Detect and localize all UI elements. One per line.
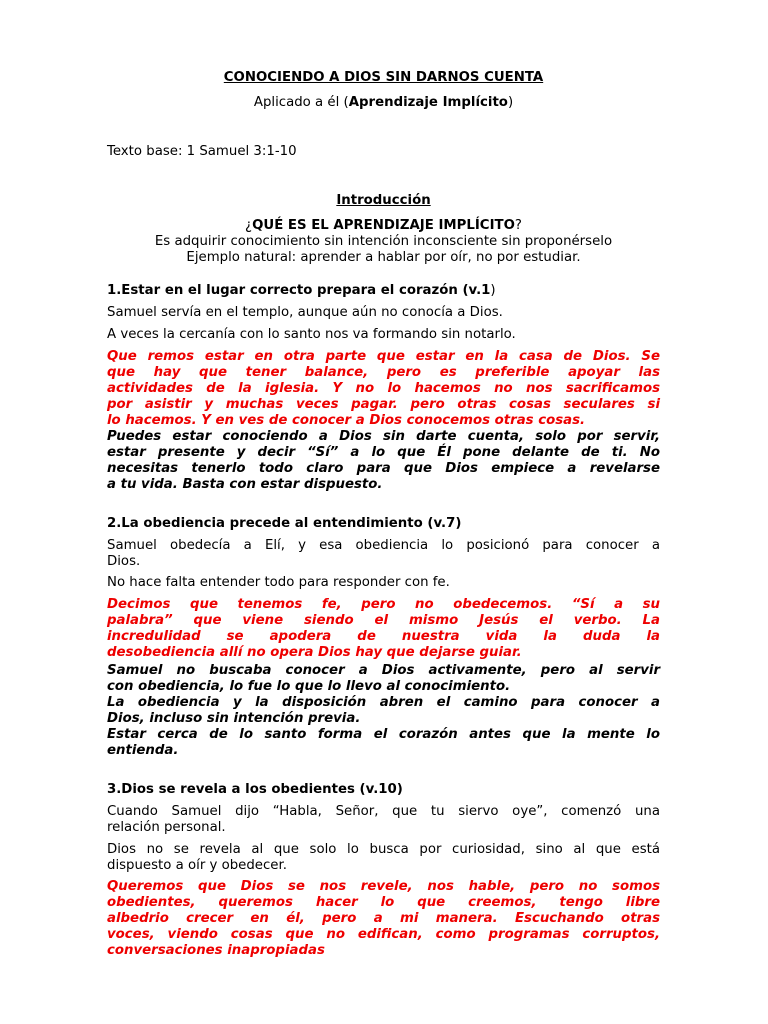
section-2-bold-line: con obediencia, lo fue lo que lo llevo al conocimiento.: [107, 679, 511, 694]
section-3-red-line: albedrio crecer en él, pero a mi manera. Escuchando otras: [107, 911, 660, 926]
section-1-paragraph-1: Samuel servía en el templo, aunque aún no conocía a Dios.: [107, 305, 503, 320]
section-3-red-line: obedientes, queremos hacer lo que creemos, tengo libre: [107, 895, 660, 910]
intro-heading: Introducción: [336, 193, 431, 208]
section-2-bold-line: Estar cerca de lo santo forma el corazón antes que la mente lo: [107, 727, 660, 742]
section-2-red-line: Decimos que tenemos fe, pero no obedecemos. “Sí a su: [107, 597, 660, 612]
intro-question: [107, 218, 660, 234]
section-1-red-paragraph: [107, 349, 660, 429]
section-2-bold-line: entienda.: [107, 743, 179, 758]
question-prefix: ¿: [245, 218, 253, 233]
section-1-bold-line: necesitas tenerlo todo claro para que Dios empiece a revelarse: [107, 461, 660, 476]
section-3-red-paragraph: [107, 879, 660, 959]
section-1-red-line: Que remos estar en otra parte que estar en la casa de Dios. Se: [107, 349, 660, 364]
section-1-bold-paragraph: [107, 429, 660, 493]
section-3-paragraph-1: [107, 804, 660, 836]
section-3-heading: 3.Dios se revela a los obedientes (v.10): [107, 782, 403, 797]
section-1-heading: [107, 283, 660, 299]
section-2-heading: 2.La obediencia precede al entendimiento (v.7): [107, 516, 462, 531]
section-2-red-line: palabra” que viene siendo el mismo Jesús el verbo. La: [107, 613, 660, 628]
section-1-red-line: por asistir y muchas veces pagar. pero otras cosas seculares si: [107, 397, 660, 412]
section-1-bold-line: Puedes estar conociendo a Dios sin darte cuenta, solo por servir,: [107, 429, 660, 444]
subtitle-prefix: Aplicado a él (: [253, 95, 349, 110]
document-subtitle: [107, 95, 660, 111]
section-2-red-line: desobediencia allí no opera Dios hay que dejarse guiar.: [107, 645, 522, 660]
section-2-paragraph-2: No hace falta entender todo para responder con fe.: [107, 575, 450, 590]
section-2-bold-line: La obediencia y la disposición abren el camino para conocer a: [107, 695, 660, 710]
intro-example: Ejemplo natural: aprender a hablar por oír, no por estudiar.: [186, 250, 581, 265]
section-3-red-line: conversaciones inapropiadas: [107, 943, 325, 958]
section-3-paragraph-2-line: Dios no se revela al que solo lo busca por curiosidad, sino al que está: [107, 842, 660, 857]
document-title: CONOCIENDO A DIOS SIN DARNOS CUENTA: [223, 70, 544, 85]
section-3-red-line: Queremos que Dios se nos revele, nos hable, pero no somos: [107, 879, 660, 894]
section-2-paragraph-1-line: Dios.: [107, 554, 141, 569]
question-suffix: ?: [514, 218, 522, 233]
section-1-bold-line: a tu vida. Basta con estar dispuesto.: [107, 477, 383, 492]
subtitle-emphasis: Aprendizaje Implícito: [348, 95, 508, 110]
section-1-bold-line: estar presente y decir “Sí” a lo que Él pone delante de ti. No: [107, 445, 660, 460]
section-1-heading-text: 1.Estar en el lugar correcto prepara el corazón (v.1: [107, 283, 491, 298]
section-1-heading-suffix: ): [490, 283, 496, 298]
section-2-bold-line: Dios, incluso sin intención previa.: [107, 711, 361, 726]
section-3-paragraph-2: [107, 842, 660, 874]
section-2-paragraph-1: [107, 538, 660, 570]
section-2-red-paragraph: [107, 597, 660, 661]
subtitle-suffix: ): [507, 95, 514, 110]
section-1-red-line: lo hacemos. Y en ves de conocer a Dios conocemos otras cosas.: [107, 413, 586, 428]
section-3-paragraph-2-line: dispuesto a oír y obedecer.: [107, 858, 287, 873]
section-3-paragraph-1-line: relación personal.: [107, 820, 226, 835]
intro-definition: Es adquirir conocimiento sin intención inconsciente sin proponérselo: [154, 234, 613, 249]
section-3-red-line: voces, viendo cosas que no edifican, como programas corruptos,: [107, 927, 660, 942]
section-1-red-line: que hay que tener balance, pero es preferible apoyar las: [107, 365, 660, 380]
section-1-paragraph-2: A veces la cercanía con lo santo nos va formando sin notarlo.: [107, 327, 516, 342]
section-3-paragraph-1-line: Cuando Samuel dijo “Habla, Señor, que tu siervo oye”, comenzó una: [107, 804, 660, 819]
section-2-bold-paragraph: [107, 663, 660, 759]
section-2-bold-line: Samuel no buscaba conocer a Dios activamente, pero al servir: [107, 663, 660, 678]
question-emphasis: QUÉ ES EL APRENDIZAJE IMPLÍCITO: [252, 218, 515, 233]
base-text: Texto base: 1 Samuel 3:1-10: [107, 144, 297, 159]
section-1-red-line: actividades de la iglesia. Y no lo hacemos no nos sacrificamos: [107, 381, 660, 396]
section-2-paragraph-1-line: Samuel obedecía a Elí, y esa obediencia lo posicionó para conocer a: [107, 538, 660, 553]
section-2-red-line: incredulidad se apodera de nuestra vida la duda la: [107, 629, 660, 644]
